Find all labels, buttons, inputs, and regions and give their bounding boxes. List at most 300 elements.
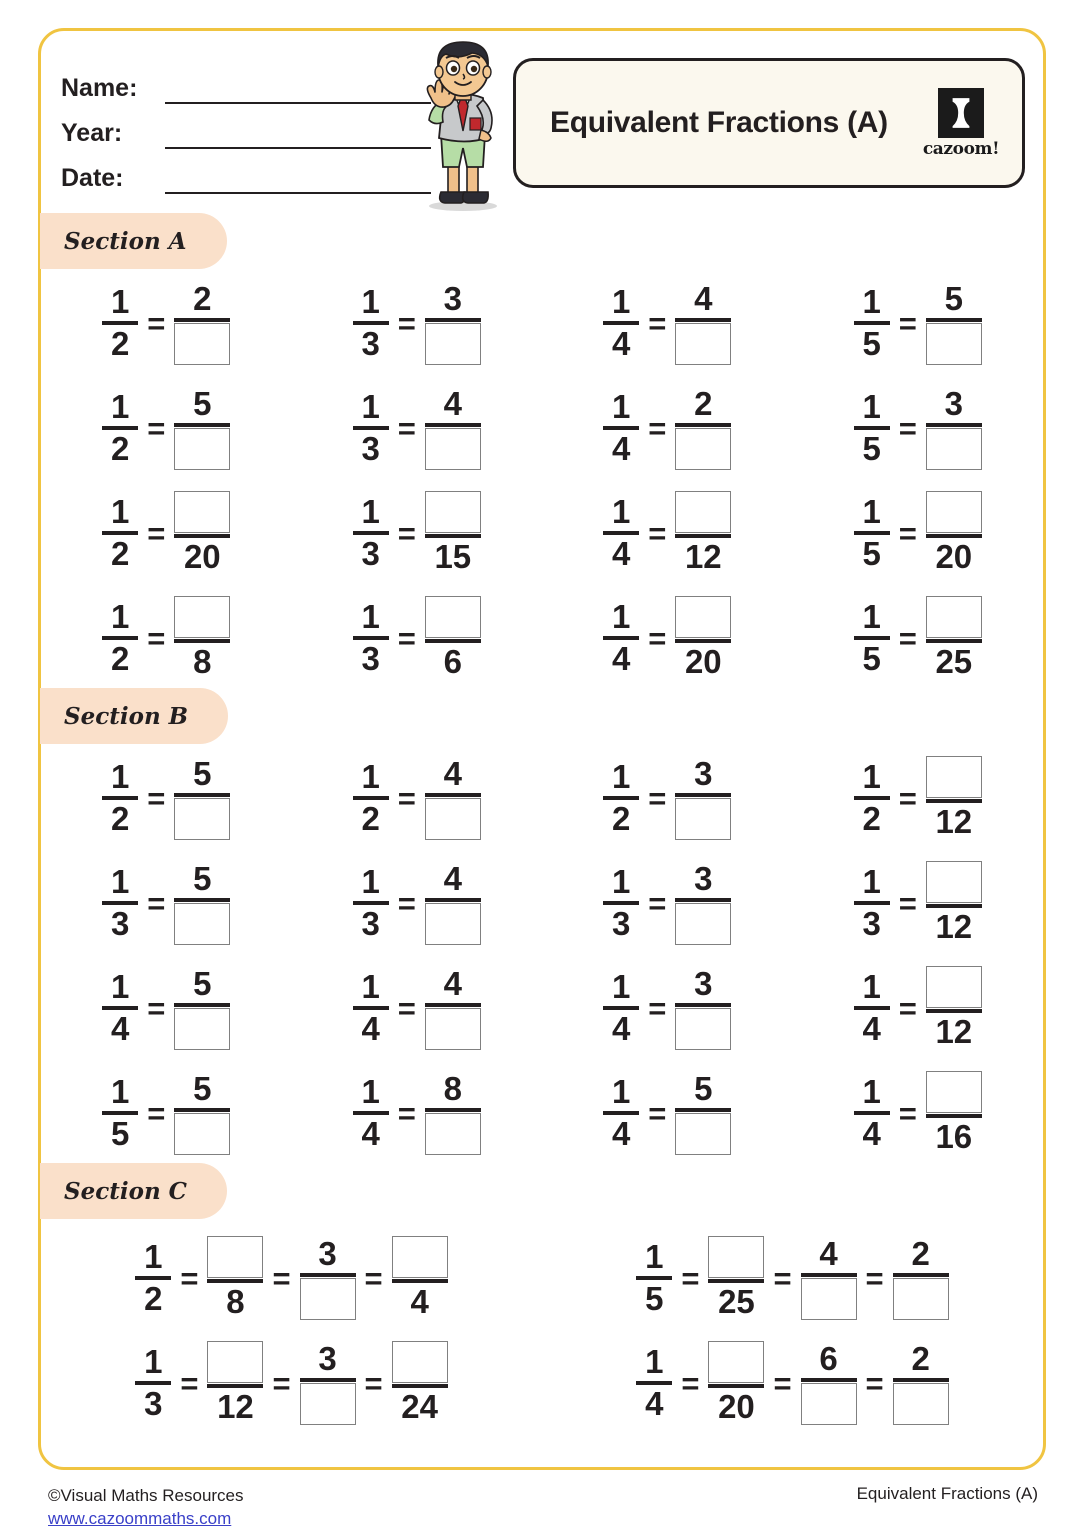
date-field-input[interactable]	[165, 164, 431, 194]
fraction-denominator-blank[interactable]	[300, 1383, 356, 1425]
answer-box[interactable]	[174, 1113, 230, 1155]
problem-row	[41, 966, 1043, 1050]
fraction-denominator: 4	[612, 430, 631, 467]
problem-cell	[542, 596, 793, 680]
fraction-denominator-blank[interactable]	[300, 1278, 356, 1320]
fraction-denominator-blank[interactable]	[174, 1113, 230, 1155]
fraction-bar	[425, 318, 481, 322]
fraction-numerator-blank[interactable]	[926, 1071, 982, 1113]
answer-box[interactable]	[926, 596, 982, 638]
equals-sign: =	[364, 1365, 383, 1401]
answer-box[interactable]	[893, 1383, 949, 1425]
fraction-numerator: 3	[318, 1235, 337, 1272]
answer-box[interactable]	[893, 1278, 949, 1320]
fraction-problem	[603, 491, 731, 575]
answer-box[interactable]	[392, 1236, 448, 1278]
fraction-bar	[801, 1273, 857, 1277]
equals-sign: =	[898, 305, 917, 341]
fraction-numerator: 1	[361, 493, 380, 530]
year-field-input[interactable]	[165, 119, 431, 149]
fraction-denominator: 16	[935, 1118, 973, 1155]
fraction-numerator: 1	[361, 283, 380, 320]
fraction-numerator-blank[interactable]	[708, 1236, 764, 1278]
fraction-problem	[102, 596, 230, 680]
fraction	[603, 389, 639, 467]
problem-cell	[542, 1236, 1043, 1320]
fraction-denominator: 4	[612, 640, 631, 677]
fraction-numerator-blank[interactable]	[392, 1236, 448, 1278]
fraction-numerator: 4	[443, 965, 462, 1002]
fraction-denominator: 3	[361, 325, 380, 362]
fraction	[603, 864, 639, 942]
answer-box[interactable]	[926, 323, 982, 365]
fraction-denominator-blank[interactable]	[425, 1113, 481, 1155]
equals-sign: =	[648, 620, 667, 656]
fraction	[636, 1344, 672, 1422]
fraction-denominator: 4	[111, 1010, 130, 1047]
equals-sign: =	[898, 780, 917, 816]
fraction	[353, 864, 389, 942]
fraction-denominator-blank[interactable]	[675, 1008, 731, 1050]
equals-sign: =	[865, 1260, 884, 1296]
fraction-denominator: 3	[361, 905, 380, 942]
fraction	[425, 281, 481, 365]
problem-row	[41, 1236, 1043, 1320]
worksheet-footer	[48, 1484, 1038, 1530]
fraction-denominator: 8	[226, 1283, 245, 1320]
fraction-numerator: 3	[694, 755, 713, 792]
equals-sign: =	[147, 305, 166, 341]
fraction-denominator: 15	[434, 538, 472, 575]
fraction	[174, 281, 230, 365]
problem-row	[41, 1071, 1043, 1155]
name-field-row	[61, 59, 431, 104]
fraction-denominator-blank[interactable]	[926, 428, 982, 470]
fraction-denominator: 5	[862, 640, 881, 677]
fraction-problem	[353, 596, 481, 680]
fraction-problem	[636, 1341, 948, 1425]
cazoom-logo	[918, 88, 1004, 159]
fraction-denominator-blank[interactable]	[425, 1008, 481, 1050]
fraction-problem	[353, 281, 481, 365]
answer-box[interactable]	[675, 323, 731, 365]
equals-sign: =	[898, 620, 917, 656]
fraction-problem	[102, 1071, 230, 1155]
fraction-numerator-blank[interactable]	[425, 596, 481, 638]
fraction-problem	[135, 1341, 447, 1425]
problem-cell	[41, 1341, 542, 1425]
fraction-numerator-blank[interactable]	[926, 861, 982, 903]
equals-sign: =	[773, 1260, 792, 1296]
answer-box[interactable]	[174, 491, 230, 533]
answer-box[interactable]	[708, 1236, 764, 1278]
fraction	[207, 1236, 263, 1320]
fraction	[926, 596, 982, 680]
fraction-denominator-blank[interactable]	[893, 1278, 949, 1320]
page-title: Equivalent Fractions (A)	[550, 106, 888, 139]
problem-cell	[292, 281, 543, 365]
fraction-denominator-blank[interactable]	[675, 903, 731, 945]
problem-cell	[292, 1071, 543, 1155]
fraction-denominator-blank[interactable]	[425, 903, 481, 945]
fraction-numerator: 4	[443, 860, 462, 897]
fraction-denominator: 2	[111, 800, 130, 837]
fraction-problem	[854, 596, 982, 680]
name-field-label: Name:	[61, 74, 138, 102]
cazoom-logo-text: cazoom!	[922, 138, 1000, 159]
answer-box[interactable]	[425, 491, 481, 533]
fraction-numerator: 4	[819, 1235, 838, 1272]
footer-copyright-block	[48, 1484, 244, 1530]
fraction-numerator-blank[interactable]	[926, 596, 982, 638]
problem-row	[41, 756, 1043, 840]
fraction-numerator: 3	[694, 965, 713, 1002]
answer-box[interactable]	[425, 323, 481, 365]
answer-box[interactable]	[300, 1383, 356, 1425]
fraction-denominator-blank[interactable]	[425, 798, 481, 840]
fraction-numerator: 1	[612, 493, 631, 530]
fraction-numerator: 1	[361, 758, 380, 795]
fraction-numerator-blank[interactable]	[174, 596, 230, 638]
fraction-denominator: 12	[935, 1013, 973, 1050]
fraction-denominator-blank[interactable]	[675, 1113, 731, 1155]
fraction-problem	[603, 281, 731, 365]
problem-cell	[542, 1071, 793, 1155]
fraction	[708, 1236, 764, 1320]
answer-box[interactable]	[926, 861, 982, 903]
fraction-bar	[675, 1003, 731, 1007]
problem-cell	[41, 491, 292, 575]
fraction-numerator-blank[interactable]	[708, 1341, 764, 1383]
fraction-bar	[425, 1003, 481, 1007]
answer-box[interactable]	[675, 1113, 731, 1155]
equals-sign: =	[147, 990, 166, 1026]
problem-cell	[41, 1236, 542, 1320]
equals-sign: =	[397, 410, 416, 446]
fraction-problem	[603, 756, 731, 840]
fraction-numerator: 1	[612, 968, 631, 1005]
answer-box[interactable]	[174, 596, 230, 638]
fraction-problem	[854, 861, 982, 945]
fraction	[926, 281, 982, 365]
fraction-denominator: 4	[862, 1115, 881, 1152]
fraction-problem	[102, 491, 230, 575]
fraction	[854, 389, 890, 467]
section-label-text: Section A	[64, 227, 187, 255]
fraction-denominator: 4	[612, 1115, 631, 1152]
fraction-numerator: 1	[645, 1238, 664, 1275]
fraction-bar	[675, 1108, 731, 1112]
problem-cell	[542, 281, 793, 365]
fraction-denominator: 4	[645, 1385, 664, 1422]
fraction	[207, 1341, 263, 1425]
answer-box[interactable]	[425, 1008, 481, 1050]
fraction-problem	[135, 1236, 447, 1320]
answer-box[interactable]	[708, 1341, 764, 1383]
answer-box[interactable]	[425, 798, 481, 840]
section-label-c	[40, 1163, 227, 1219]
fraction-bar	[174, 1003, 230, 1007]
fraction-problem	[636, 1236, 948, 1320]
fraction-denominator-blank[interactable]	[801, 1383, 857, 1425]
fraction-numerator-blank[interactable]	[425, 491, 481, 533]
fraction-denominator: 5	[862, 430, 881, 467]
fraction-bar	[425, 1108, 481, 1112]
fraction-denominator-blank[interactable]	[675, 323, 731, 365]
fraction	[425, 1071, 481, 1155]
fraction-denominator-blank[interactable]	[174, 903, 230, 945]
answer-box[interactable]	[926, 1071, 982, 1113]
answer-box[interactable]	[675, 596, 731, 638]
fraction-numerator: 3	[944, 385, 963, 422]
fraction	[801, 1236, 857, 1320]
fraction-numerator-blank[interactable]	[207, 1341, 263, 1383]
fraction-problem	[603, 386, 731, 470]
problem-cell	[292, 861, 543, 945]
answer-box[interactable]	[425, 428, 481, 470]
fraction-numerator-blank[interactable]	[392, 1341, 448, 1383]
worksheet-header	[41, 31, 1043, 213]
fraction-denominator-blank[interactable]	[174, 323, 230, 365]
equals-sign: =	[397, 780, 416, 816]
fraction-numerator: 1	[862, 968, 881, 1005]
fraction	[135, 1239, 171, 1317]
fraction	[425, 861, 481, 945]
answer-box[interactable]	[174, 323, 230, 365]
fraction	[425, 386, 481, 470]
answer-box[interactable]	[675, 903, 731, 945]
fraction-denominator-blank[interactable]	[425, 428, 481, 470]
equals-sign: =	[180, 1365, 199, 1401]
fraction	[854, 494, 890, 572]
fraction-numerator: 1	[111, 968, 130, 1005]
worksheet-title-box	[513, 58, 1025, 188]
problem-row	[41, 596, 1043, 680]
fraction	[675, 386, 731, 470]
student-boy-mascot-icon	[401, 36, 521, 211]
answer-box[interactable]	[174, 428, 230, 470]
fraction	[102, 969, 138, 1047]
fraction-denominator: 2	[111, 640, 130, 677]
fraction	[854, 759, 890, 837]
answer-box[interactable]	[675, 798, 731, 840]
fraction-denominator-blank[interactable]	[675, 428, 731, 470]
fraction-denominator-blank[interactable]	[675, 798, 731, 840]
equals-sign: =	[898, 410, 917, 446]
fraction-denominator: 12	[684, 538, 722, 575]
date-field-label: Date:	[61, 164, 124, 192]
fraction	[675, 966, 731, 1050]
fraction	[353, 494, 389, 572]
equals-sign: =	[648, 780, 667, 816]
fraction-numerator: 1	[361, 968, 380, 1005]
answer-box[interactable]	[926, 491, 982, 533]
fraction-denominator: 2	[111, 430, 130, 467]
fraction-numerator: 5	[944, 280, 963, 317]
fraction	[854, 284, 890, 362]
answer-box[interactable]	[174, 903, 230, 945]
answer-box[interactable]	[675, 1008, 731, 1050]
fraction	[425, 596, 481, 680]
fraction-numerator: 1	[612, 1073, 631, 1110]
fraction-bar	[174, 423, 230, 427]
fraction-denominator-blank[interactable]	[174, 1008, 230, 1050]
equals-sign: =	[397, 620, 416, 656]
fraction-bar	[425, 423, 481, 427]
answer-box[interactable]	[174, 798, 230, 840]
problem-row	[41, 1341, 1043, 1425]
fraction-denominator: 2	[111, 535, 130, 572]
fraction	[353, 389, 389, 467]
problem-cell	[542, 966, 793, 1050]
fraction-numerator-blank[interactable]	[926, 756, 982, 798]
equals-sign: =	[648, 305, 667, 341]
fraction-numerator: 5	[193, 755, 212, 792]
fraction	[675, 1071, 731, 1155]
fraction-denominator: 4	[612, 535, 631, 572]
footer-title: Equivalent Fractions (A)	[856, 1484, 1038, 1503]
answer-box[interactable]	[207, 1341, 263, 1383]
fraction	[300, 1236, 356, 1320]
fraction-bar	[893, 1273, 949, 1277]
name-field-input[interactable]	[165, 74, 431, 104]
fraction-bar	[174, 898, 230, 902]
problem-cell	[41, 386, 292, 470]
fraction-denominator: 3	[111, 905, 130, 942]
fraction	[425, 966, 481, 1050]
fraction-denominator: 5	[645, 1280, 664, 1317]
fraction	[603, 1074, 639, 1152]
section-label-b	[40, 688, 228, 744]
fraction-problem	[603, 596, 731, 680]
answer-box[interactable]	[392, 1341, 448, 1383]
fraction-numerator: 6	[819, 1340, 838, 1377]
fraction-denominator: 4	[361, 1010, 380, 1047]
fraction-bar	[174, 1108, 230, 1112]
fraction-numerator: 4	[694, 280, 713, 317]
fraction	[174, 861, 230, 945]
fraction-denominator: 24	[401, 1388, 439, 1425]
fraction-denominator-blank[interactable]	[174, 798, 230, 840]
fraction	[174, 966, 230, 1050]
fraction-problem	[854, 756, 982, 840]
fraction-numerator-blank[interactable]	[207, 1236, 263, 1278]
fraction-bar	[675, 318, 731, 322]
fraction	[603, 284, 639, 362]
answer-box[interactable]	[801, 1278, 857, 1320]
fraction-numerator: 1	[612, 388, 631, 425]
problem-cell	[41, 1071, 292, 1155]
problem-cell	[793, 966, 1044, 1050]
fraction-numerator: 3	[318, 1340, 337, 1377]
fraction-denominator: 2	[144, 1280, 163, 1317]
fraction-numerator: 1	[111, 598, 130, 635]
answer-box[interactable]	[425, 596, 481, 638]
fraction-numerator-blank[interactable]	[174, 491, 230, 533]
equals-sign: =	[397, 515, 416, 551]
answer-box[interactable]	[926, 756, 982, 798]
fraction-denominator: 5	[862, 535, 881, 572]
answer-box[interactable]	[300, 1278, 356, 1320]
fraction	[353, 969, 389, 1047]
equals-sign: =	[147, 620, 166, 656]
fraction	[425, 491, 481, 575]
answer-box[interactable]	[425, 903, 481, 945]
fraction-bar	[926, 318, 982, 322]
equals-sign: =	[147, 410, 166, 446]
fraction	[926, 861, 982, 945]
fraction-numerator: 3	[443, 280, 462, 317]
fraction-denominator: 2	[361, 800, 380, 837]
answer-box[interactable]	[801, 1383, 857, 1425]
fraction-denominator-blank[interactable]	[893, 1383, 949, 1425]
fraction-numerator: 1	[862, 1073, 881, 1110]
fraction	[854, 599, 890, 677]
answer-box[interactable]	[675, 428, 731, 470]
fraction-denominator: 3	[144, 1385, 163, 1422]
equals-sign: =	[397, 305, 416, 341]
fraction-numerator-blank[interactable]	[675, 596, 731, 638]
equals-sign: =	[865, 1365, 884, 1401]
fraction-denominator-blank[interactable]	[174, 428, 230, 470]
fraction-numerator: 1	[361, 388, 380, 425]
fraction	[353, 1074, 389, 1152]
year-field-label: Year:	[61, 119, 123, 147]
answer-box[interactable]	[174, 1008, 230, 1050]
fraction-denominator: 5	[862, 325, 881, 362]
fraction-problem	[603, 1071, 731, 1155]
fraction-denominator-blank[interactable]	[425, 323, 481, 365]
fraction-numerator: 1	[862, 388, 881, 425]
answer-box[interactable]	[675, 491, 731, 533]
fraction-denominator-blank[interactable]	[926, 323, 982, 365]
fraction	[174, 596, 230, 680]
fraction	[174, 491, 230, 575]
problem-row	[41, 281, 1043, 365]
answer-box[interactable]	[425, 1113, 481, 1155]
fraction-denominator: 25	[718, 1283, 755, 1320]
fraction-numerator: 8	[443, 1070, 462, 1107]
answer-box[interactable]	[207, 1236, 263, 1278]
fraction	[135, 1344, 171, 1422]
fraction-numerator: 1	[111, 283, 130, 320]
fraction	[174, 756, 230, 840]
fraction-denominator: 25	[935, 643, 973, 680]
equals-sign: =	[272, 1260, 291, 1296]
fraction-denominator: 2	[111, 325, 130, 362]
answer-box[interactable]	[926, 966, 982, 1008]
problem-cell	[793, 386, 1044, 470]
fraction-numerator: 1	[645, 1343, 664, 1380]
fraction-problem	[353, 1071, 481, 1155]
fraction-numerator-blank[interactable]	[926, 491, 982, 533]
cazoommaths-link[interactable]: www.cazoommaths.com	[48, 1509, 232, 1528]
fraction-numerator: 5	[193, 965, 212, 1002]
answer-box[interactable]	[926, 428, 982, 470]
fraction-numerator: 5	[694, 1070, 713, 1107]
fraction-numerator: 1	[361, 1073, 380, 1110]
fraction-numerator: 1	[111, 493, 130, 530]
problem-cell	[41, 281, 292, 365]
fraction	[926, 966, 982, 1050]
fraction-numerator-blank[interactable]	[926, 966, 982, 1008]
problem-cell	[793, 281, 1044, 365]
fraction	[102, 1074, 138, 1152]
fraction-numerator-blank[interactable]	[675, 491, 731, 533]
fraction-denominator-blank[interactable]	[801, 1278, 857, 1320]
fraction	[425, 756, 481, 840]
fraction-numerator: 5	[193, 1070, 212, 1107]
